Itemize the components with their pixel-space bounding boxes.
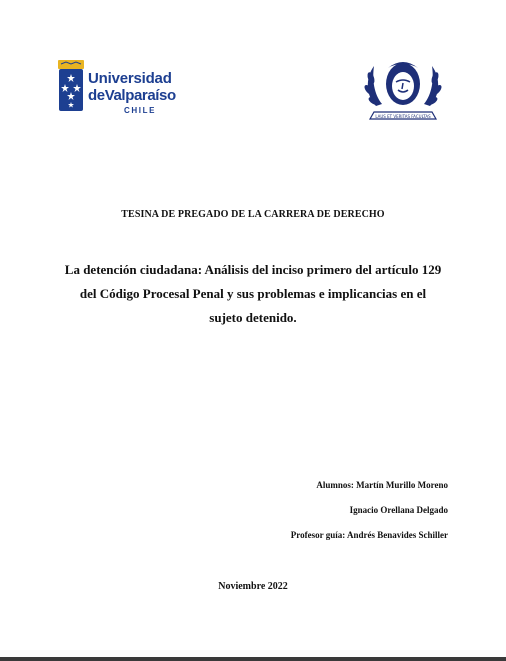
faculty-seal-icon — [362, 56, 444, 126]
thesis-title — [60, 258, 446, 330]
university-name-line2: deValparaíso — [88, 87, 176, 104]
submission-date: Noviembre 2022 — [218, 581, 288, 592]
advisor-label: Profesor guía: — [290, 530, 346, 540]
students-label: Alumnos: — [316, 480, 354, 490]
title-line: del Código Procesal Penal y sus problemas e implicancias en el — [79, 286, 427, 301]
title-line: La detención ciudadana: Análisis del inciso primero del artículo 129 — [64, 262, 442, 277]
faculty-seal-logo — [362, 56, 444, 126]
students-line — [316, 480, 448, 490]
seal-motto: LAUS ET VERITAS FACULTAS — [375, 114, 431, 119]
advisor-line — [291, 530, 448, 540]
bottom-border — [0, 657, 506, 661]
university-country: CHILE — [124, 106, 156, 115]
universidad-de-valparaiso-logo — [58, 60, 176, 120]
student-name: Martín Murillo Moreno — [356, 480, 448, 490]
university-shield-icon — [58, 60, 84, 112]
student-line — [350, 505, 448, 515]
degree-heading: TESINA DE PREGADO DE LA CARRERA DE DERECHO — [121, 209, 385, 220]
title-line: sujeto detenido. — [209, 310, 297, 325]
advisor-name: Andrés Benavides Schiller — [346, 530, 448, 540]
student-name: Ignacio Orellana Delgado — [349, 505, 448, 515]
university-name-line1: Universidad — [88, 70, 172, 87]
